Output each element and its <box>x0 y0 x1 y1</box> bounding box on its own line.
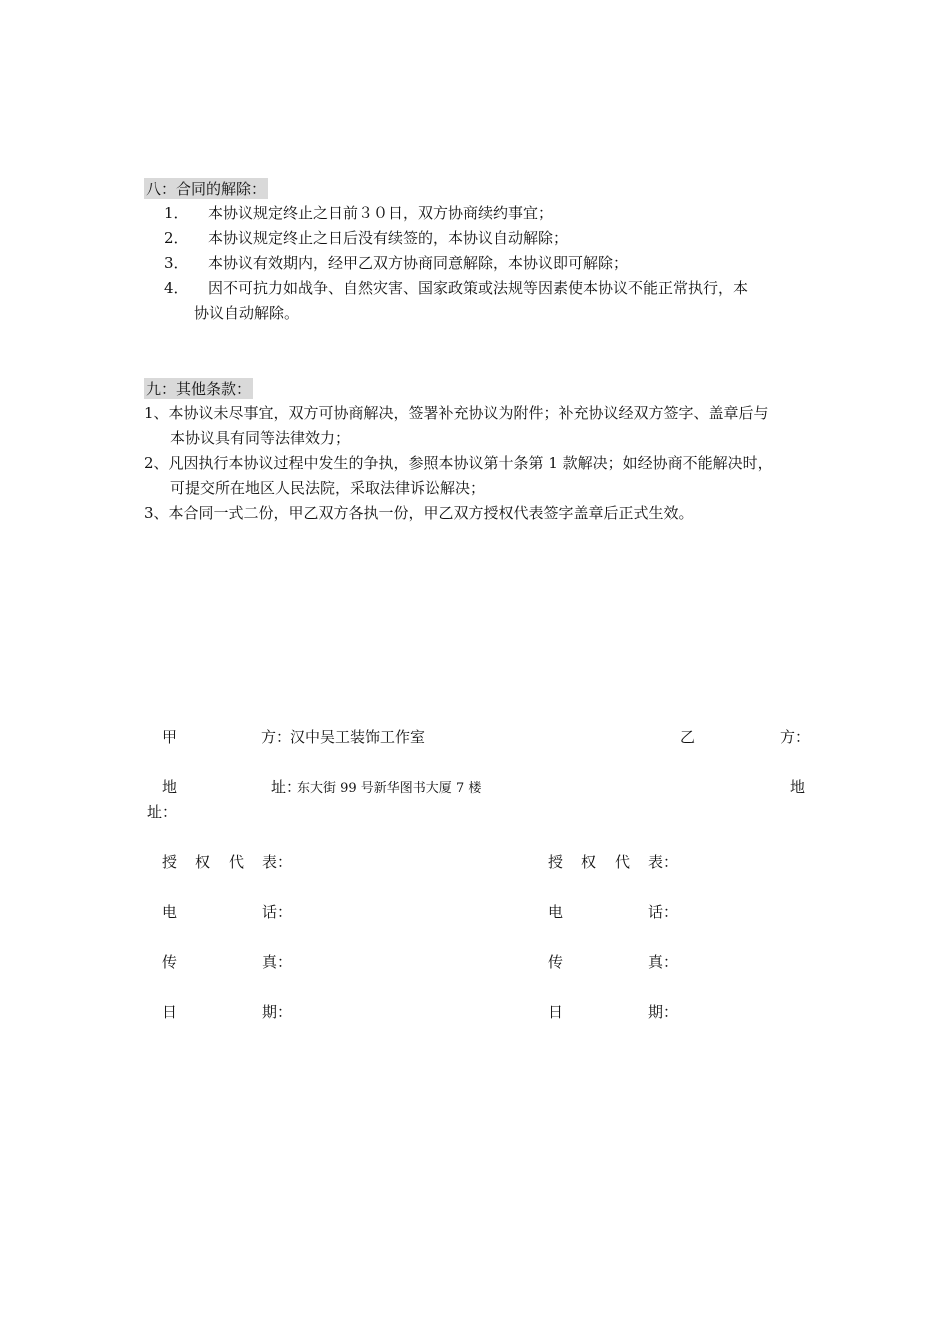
party-b-date-char2: 期： <box>648 1003 679 1021</box>
party-a-phone-char2: 话： <box>262 903 293 921</box>
item-text: 本协议规定终止之日后没有续签的，本协议自动解除； <box>208 229 569 247</box>
section9-item-2-line2: 可提交所在地区人民法院，采取法律诉讼解决； <box>170 479 486 497</box>
party-b-address-label-char1: 地 <box>790 778 806 796</box>
party-b-fax-char2: 真： <box>648 953 679 971</box>
party-a-fax-char2: 真： <box>262 953 293 971</box>
section8-item-1 <box>164 202 553 223</box>
party-a-rep-char2: 权 <box>195 853 211 871</box>
item-text: 本协议有效期内，经甲乙双方协商同意解除，本协议即可解除； <box>208 254 629 272</box>
party-a-date-char1: 日 <box>162 1003 178 1021</box>
party-a-rep-char3: 代 <box>229 853 245 871</box>
party-a-address-label-char2: 址： <box>271 778 302 796</box>
party-b-phone-char1: 电 <box>548 903 564 921</box>
section9-item-1-line1: 1、本协议未尽事宜，双方可协商解决，签署补充协议为附件；补充协议经双方签字、盖章后与 <box>144 404 769 422</box>
party-a-name: 汉中吴工装饰工作室 <box>290 728 426 746</box>
section8-item-3 <box>164 252 628 273</box>
section8-item-4-cont: 协议自动解除。 <box>194 304 300 322</box>
party-b-phone-char2: 话： <box>648 903 679 921</box>
party-b-label-char1: 乙 <box>680 728 696 746</box>
party-a-date-char2: 期： <box>262 1003 293 1021</box>
party-b-rep-char3: 代 <box>615 853 631 871</box>
item-text: 本协议规定终止之日前３０日，双方协商续约事宜； <box>208 204 554 222</box>
section8-item-2 <box>164 227 568 248</box>
party-a-address-label-char1: 地 <box>162 778 178 796</box>
party-a-label-char2: 方： <box>261 728 292 746</box>
item-number: 1． <box>164 204 189 222</box>
section8-item-4 <box>164 277 748 298</box>
party-b-fax-char1: 传 <box>548 953 564 971</box>
section9-item-3: 3、本合同一式二份，甲乙双方各执一份，甲乙双方授权代表签字盖章后正式生效。 <box>144 504 694 522</box>
section9-title: 九：其他条款： <box>146 380 252 398</box>
party-b-rep-char4: 表： <box>648 853 679 871</box>
party-b-date-char1: 日 <box>548 1003 564 1021</box>
item-number: 3． <box>164 254 189 272</box>
party-a-label-char1: 甲 <box>162 728 178 746</box>
party-a-phone-char1: 电 <box>162 903 178 921</box>
section9-item-2-line1: 2、凡因执行本协议过程中发生的争执，参照本协议第十条第 1 款解决；如经协商不能解决时， <box>144 454 773 472</box>
party-a-address: 东大街 99 号新华图书大厦 7 楼 <box>297 781 482 796</box>
item-text: 因不可抗力如战争、自然灾害、国家政策或法规等因素使本协议不能正常执行，本 <box>208 279 749 297</box>
section9-item-1-line2: 本协议具有同等法律效力； <box>170 429 351 447</box>
section8-title: 八：合同的解除： <box>146 180 267 198</box>
party-a-fax-char1: 传 <box>162 953 178 971</box>
party-b-label-char2: 方： <box>780 728 811 746</box>
item-number: 4． <box>164 279 189 297</box>
party-a-rep-char1: 授 <box>162 853 178 871</box>
party-b-rep-char1: 授 <box>548 853 564 871</box>
party-a-rep-char4: 表： <box>262 853 293 871</box>
item-number: 2． <box>164 229 189 247</box>
party-b-rep-char2: 权 <box>581 853 597 871</box>
party-b-address-label-char2: 址： <box>147 803 178 821</box>
